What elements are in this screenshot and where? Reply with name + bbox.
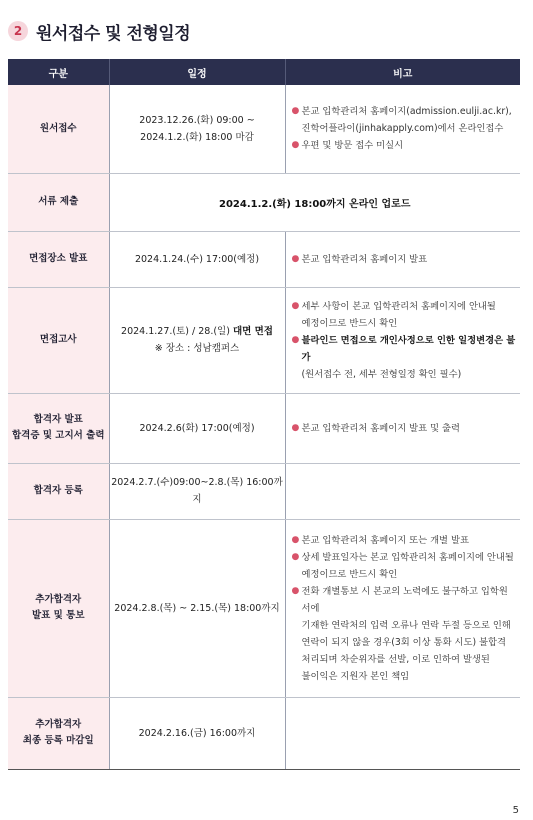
remark-item: [290, 420, 517, 437]
remark-item: [290, 566, 517, 583]
remarks-list: [290, 420, 517, 437]
table-row: [8, 287, 520, 393]
remark-text: 전화 개별통보 시 본교의 노력에도 불구하고 입학원서에: [301, 585, 508, 614]
remark-item: [290, 668, 517, 685]
row-remarks: [285, 393, 520, 463]
remark-item: [290, 315, 517, 332]
table-row: [8, 85, 520, 173]
remark-text: 불이익은 지원자 본인 책임: [301, 670, 410, 682]
table-row: [8, 173, 520, 231]
remark-text: 본교 입학관리처 홈페이지 발표: [301, 253, 428, 265]
remark-item: [290, 137, 517, 154]
bullet-icon: ●: [291, 534, 300, 545]
category-line: 발표 및 통보: [32, 610, 85, 621]
remarks-list: [290, 298, 517, 383]
row-category: [8, 519, 109, 697]
remark-item: [290, 120, 517, 137]
schedule-line: 2024.2.7.(수)09:00~2.8.(목) 16:00까지: [111, 477, 283, 505]
remark-text: (원서접수 전, 세부 전형일정 확인 필수): [301, 368, 462, 380]
schedule-line: 2024.2.8.(목) ~ 2.15.(목) 18:00까지: [114, 602, 280, 614]
row-schedule: [109, 287, 285, 393]
bullet-icon: ●: [291, 300, 300, 311]
remark-text: 블라인드 면접으로 개인사정으로 인한 일정변경은 불가: [301, 334, 516, 363]
schedule-line: 2024.2.16.(금) 16:00까지: [138, 727, 256, 739]
remark-item: [290, 103, 517, 120]
schedule-line: 2024.2.6(화) 17:00(예정): [139, 422, 255, 434]
category-line: 추가합격자: [35, 719, 82, 730]
row-category: [8, 393, 109, 463]
table-row: [8, 463, 520, 519]
table-row: [8, 231, 520, 287]
bullet-icon: ●: [291, 551, 300, 562]
bullet-icon: ●: [291, 585, 300, 596]
row-category: [8, 85, 109, 173]
table-row: [8, 519, 520, 697]
category-line: 합격증 및 고지서 출력: [11, 430, 105, 441]
category-line: 합격자 등록: [33, 485, 83, 496]
remark-text: 진학어플라이(jinhakapply.com)에서 온라인접수: [301, 123, 504, 135]
table-row: [8, 393, 520, 463]
bullet-icon: ●: [291, 422, 300, 433]
remarks-list: [290, 251, 517, 268]
remark-text: 예정이므로 반드시 확인: [301, 317, 398, 329]
category-line: 면접장소 발표: [29, 253, 88, 264]
remark-item: [290, 298, 517, 315]
row-category: [8, 697, 109, 769]
column-header-category: 구분: [8, 59, 109, 85]
table-row: [8, 697, 520, 769]
schedule-line: 2023.12.26.(화) 09:00 ~: [139, 114, 255, 126]
bullet-icon: ●: [291, 140, 300, 151]
section-header: [8, 16, 190, 46]
section-title: 원서접수 및 전형일정: [36, 23, 191, 44]
row-category: [8, 463, 109, 519]
category-line: 추가합격자: [35, 594, 82, 605]
schedule-dates: 2024.1.27.(토) / 28.(일): [121, 326, 233, 337]
bullet-icon: ●: [291, 334, 300, 345]
remark-item: [290, 617, 517, 634]
remark-text: 본교 입학관리처 홈페이지 또는 개별 발표: [301, 534, 469, 546]
category-line: 원서접수: [39, 122, 77, 134]
remark-text: 상세 발표일자는 본교 입학관리처 홈페이지에 안내될: [301, 551, 514, 563]
row-schedule: [109, 519, 285, 697]
row-remarks: [285, 85, 520, 173]
row-schedule-merged: 2024.1.2.(화) 18:00까지 온라인 업로드: [109, 173, 520, 231]
remarks-list: [290, 532, 517, 685]
remark-text: 본교 입학관리처 홈페이지 발표 및 출력: [301, 422, 460, 434]
row-schedule: [109, 85, 285, 173]
page-number: 5: [512, 805, 519, 816]
row-schedule: [109, 393, 285, 463]
column-header-remarks: 비고: [285, 59, 520, 85]
remark-item: [290, 634, 517, 651]
schedule-line: 2024.1.2.(화) 18:00 마감: [140, 131, 254, 143]
row-schedule: [109, 697, 285, 769]
remark-text: 연락이 되지 않을 경우(3회 이상 통화 시도) 불합격: [301, 636, 506, 648]
category-line: 최종 등록 마감일: [22, 735, 94, 746]
remark-text: 예정이므로 반드시 확인: [301, 568, 398, 580]
remark-item: [290, 532, 517, 549]
bullet-icon: ●: [291, 106, 300, 117]
row-remarks: [285, 463, 520, 519]
remark-item: [290, 251, 517, 268]
row-remarks: [285, 287, 520, 393]
remark-text: 우편 및 방문 접수 미실시: [301, 140, 404, 152]
category-line: 면접고사: [39, 334, 77, 345]
remark-text: 기재한 연락처의 입력 오류나 연락 두절 등으로 인해: [301, 619, 511, 631]
remark-text: 세부 사항이 본교 입학관리처 홈페이지에 안내될: [301, 300, 496, 312]
bullet-icon: ●: [291, 253, 300, 264]
row-category: [8, 231, 109, 287]
section-number-badge: 2: [8, 21, 28, 41]
row-category: [8, 173, 109, 231]
row-category: [8, 287, 109, 393]
schedule-line: 2024.1.24.(수) 17:00(예정): [134, 253, 260, 265]
row-remarks: [285, 231, 520, 287]
remark-item: [290, 651, 517, 668]
remark-item: [290, 332, 517, 366]
schedule-line: [111, 323, 284, 340]
row-remarks: [285, 697, 520, 769]
schedule-location: ※ 장소 : 성남캠퍼스: [154, 343, 240, 354]
remark-text: 본교 입학관리처 홈페이지(admission.eulji.ac.kr),: [301, 106, 512, 118]
schedule-table: [8, 59, 520, 770]
row-remarks: [285, 519, 520, 697]
remark-text: 처리되며 차순위자를 선발, 이로 인하여 발생된: [301, 653, 490, 665]
row-schedule: [109, 231, 285, 287]
remark-item: [290, 366, 517, 383]
remarks-list: [290, 103, 517, 154]
remark-item: [290, 549, 517, 566]
category-line: 서류 제출: [38, 196, 79, 207]
column-header-schedule: 일정: [109, 59, 285, 85]
interview-type: 대면 면접: [232, 326, 273, 337]
category-line: 합격자 발표: [33, 414, 83, 425]
table-header-row: [8, 59, 520, 85]
remark-item: [290, 583, 517, 617]
row-schedule: [109, 463, 285, 519]
